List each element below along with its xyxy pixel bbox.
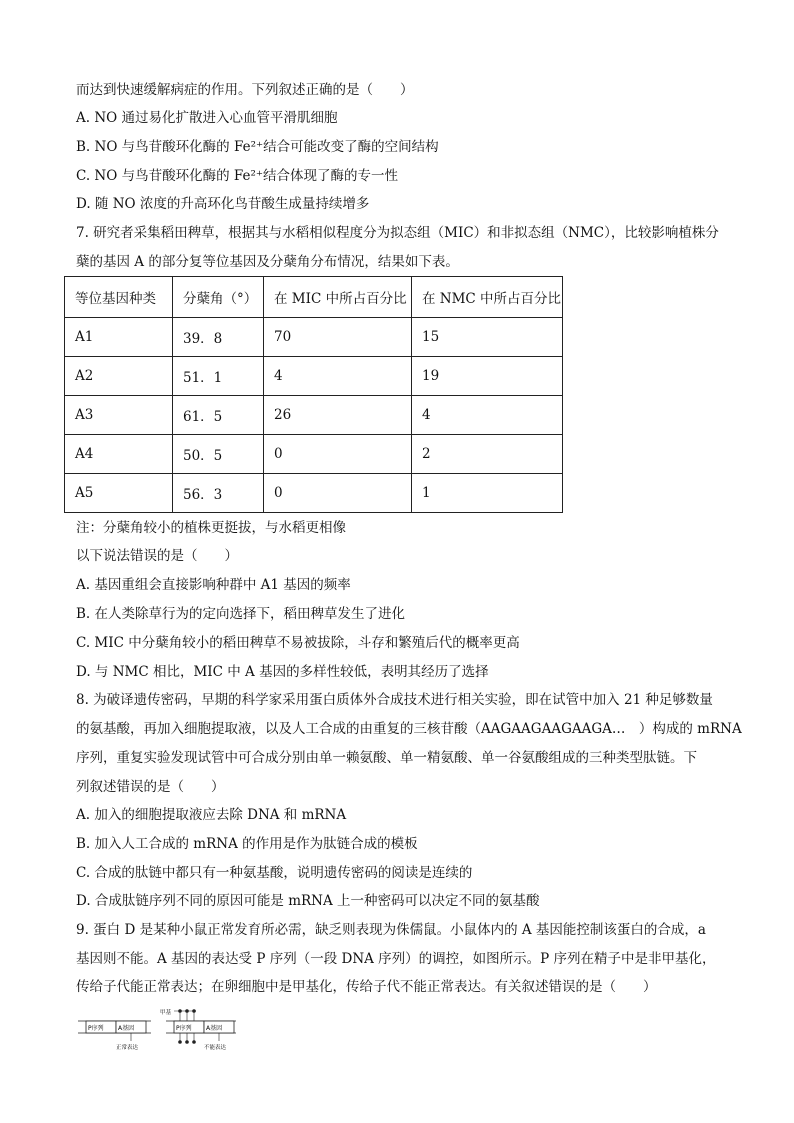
- table-row: [65, 318, 563, 357]
- option-b: B. 加入人工合成的 mRNA 的作用是作为肽链合成的模板: [76, 836, 418, 852]
- right-caption: 不能表达: [204, 1045, 227, 1051]
- question-8-stem: 8. 为破译遗传密码，早期的科学家采用蛋白质体外合成技术进行相关实验，即在试管中加入 21 种足够数量: [76, 692, 713, 708]
- question-8-stem-cont: 的氨基酸，再加入细胞提取液，以及人工合成的由重复的三核苷酸（AAGAAGAAGAAGA… ）构成的 mRNA: [76, 721, 742, 737]
- option-c: C. MIC 中分蘖角较小的稻田稗草不易被拔除，斗存和繁殖后代的概率更高: [76, 635, 520, 651]
- table-cell: 4: [264, 357, 412, 396]
- methyl-dot: [178, 1040, 182, 1044]
- table-cell: 70: [264, 318, 412, 357]
- table-cell: 39．8: [173, 318, 264, 357]
- question-9-stem: 9. 蛋白 D 是某种小鼠正常发育所必需，缺乏则表现为侏儒鼠。小鼠体内的 A 基因能控制该蛋白的合成，a: [76, 922, 706, 938]
- option-d: D. 合成肽链序列不同的原因可能是 mRNA 上一种密码可以决定不同的氨基酸: [76, 893, 540, 909]
- question-7-stem-cont: 蘖的基因 A 的部分复等位基因及分蘖角分布情况，结果如下表。: [76, 254, 459, 270]
- table-cell: 50．5: [173, 435, 264, 474]
- table-header-row: [65, 277, 563, 318]
- table-cell: A4: [65, 435, 173, 474]
- header-cell: 等位基因种类: [65, 277, 173, 318]
- table-row: [65, 435, 563, 474]
- p-sequence-diagram: [78, 1006, 258, 1054]
- methyl-label: 甲基: [160, 1010, 172, 1016]
- table-row: [65, 357, 563, 396]
- header-cell: 在 NMC 中所占百分比: [412, 277, 563, 318]
- table-cell: 26: [264, 396, 412, 435]
- option-d: D. 随 NO 浓度的升高环化鸟苷酸生成量持续增多: [76, 196, 370, 212]
- methyl-dot: [192, 1040, 196, 1044]
- question-9-stem-cont: 基因则不能。A 基因的表达受 P 序列（一段 DNA 序列）的调控，如图所示。P 序列在精子中是非甲基化，: [76, 951, 716, 967]
- question-7-prompt: 以下说法错误的是（ ）: [76, 548, 238, 564]
- allele-table: [64, 276, 563, 513]
- table-row: [65, 474, 563, 513]
- table-row: [65, 396, 563, 435]
- methylated-construct: [160, 1008, 236, 1051]
- option-a: A. NO 通过易化扩散进入心血管平滑肌细胞: [76, 110, 338, 126]
- table-cell: 15: [412, 318, 563, 357]
- table-cell: 61．5: [173, 396, 264, 435]
- question-8-stem-cont: 序列，重复实验发现试管中可合成分别由单一赖氨酸、单一精氨酸、单一谷氨酸组成的三种类型肽链。下: [76, 750, 697, 766]
- question-9-stem-cont: 传给子代能正常表达；在卵细胞中是甲基化，传给子代不能正常表达。有关叙述错误的是（ ）: [76, 979, 657, 995]
- table-cell: 0: [264, 474, 412, 513]
- option-c: C. 合成的肽链中都只有一种氨基酸，说明遗传密码的阅读是连续的: [76, 865, 473, 881]
- table-cell: 1: [412, 474, 563, 513]
- methyl-dot: [185, 1040, 189, 1044]
- option-c: C. NO 与鸟苷酸环化酶的 Fe²⁺结合体现了酶的专一性: [76, 168, 399, 184]
- left-caption: 正常表达: [116, 1045, 139, 1051]
- table-cell: 2: [412, 435, 563, 474]
- table-cell: 0: [264, 435, 412, 474]
- right-a-label: A基因: [206, 1025, 223, 1032]
- table-cell: A1: [65, 318, 173, 357]
- option-b: B. 在人类除草行为的定向选择下，稻田稗草发生了进化: [76, 606, 406, 622]
- text-line: 而达到快速缓解病症的作用。下列叙述正确的是（ ）: [76, 82, 414, 98]
- option-a: A. 加入的细胞提取液应去除 DNA 和 mRNA: [76, 807, 347, 823]
- table-cell: 56．3: [173, 474, 264, 513]
- table-cell: 51．1: [173, 357, 264, 396]
- option-d: D. 与 NMC 相比，MIC 中 A 基因的多样性较低，表明其经历了选择: [76, 664, 489, 680]
- table-note: 注：分蘖角较小的植株更挺拔，与水稻更相像: [76, 520, 346, 536]
- table-cell: 4: [412, 396, 563, 435]
- table-cell: A5: [65, 474, 173, 513]
- table-cell: 19: [412, 357, 563, 396]
- table-cell: A3: [65, 396, 173, 435]
- question-8-prompt: 列叙述错误的是（ ）: [76, 779, 225, 795]
- header-cell: 分蘖角（°）: [173, 277, 264, 318]
- right-p-label: P序列: [176, 1025, 192, 1032]
- unmethylated-construct: [78, 1021, 151, 1051]
- header-cell: 在 MIC 中所占百分比: [264, 277, 412, 318]
- table-cell: A2: [65, 357, 173, 396]
- option-b: B. NO 与鸟苷酸环化酶的 Fe²⁺结合可能改变了酶的空间结构: [76, 139, 439, 155]
- left-p-label: P序列: [88, 1025, 104, 1032]
- option-a: A. 基因重组会直接影响种群中 A1 基因的频率: [76, 577, 351, 593]
- question-7-stem: 7. 研究者采集稻田稗草，根据其与水稻相似程度分为拟态组（MIC）和非拟态组（NMC），比较影响植株分: [76, 225, 719, 241]
- left-a-label: A基因: [118, 1025, 135, 1032]
